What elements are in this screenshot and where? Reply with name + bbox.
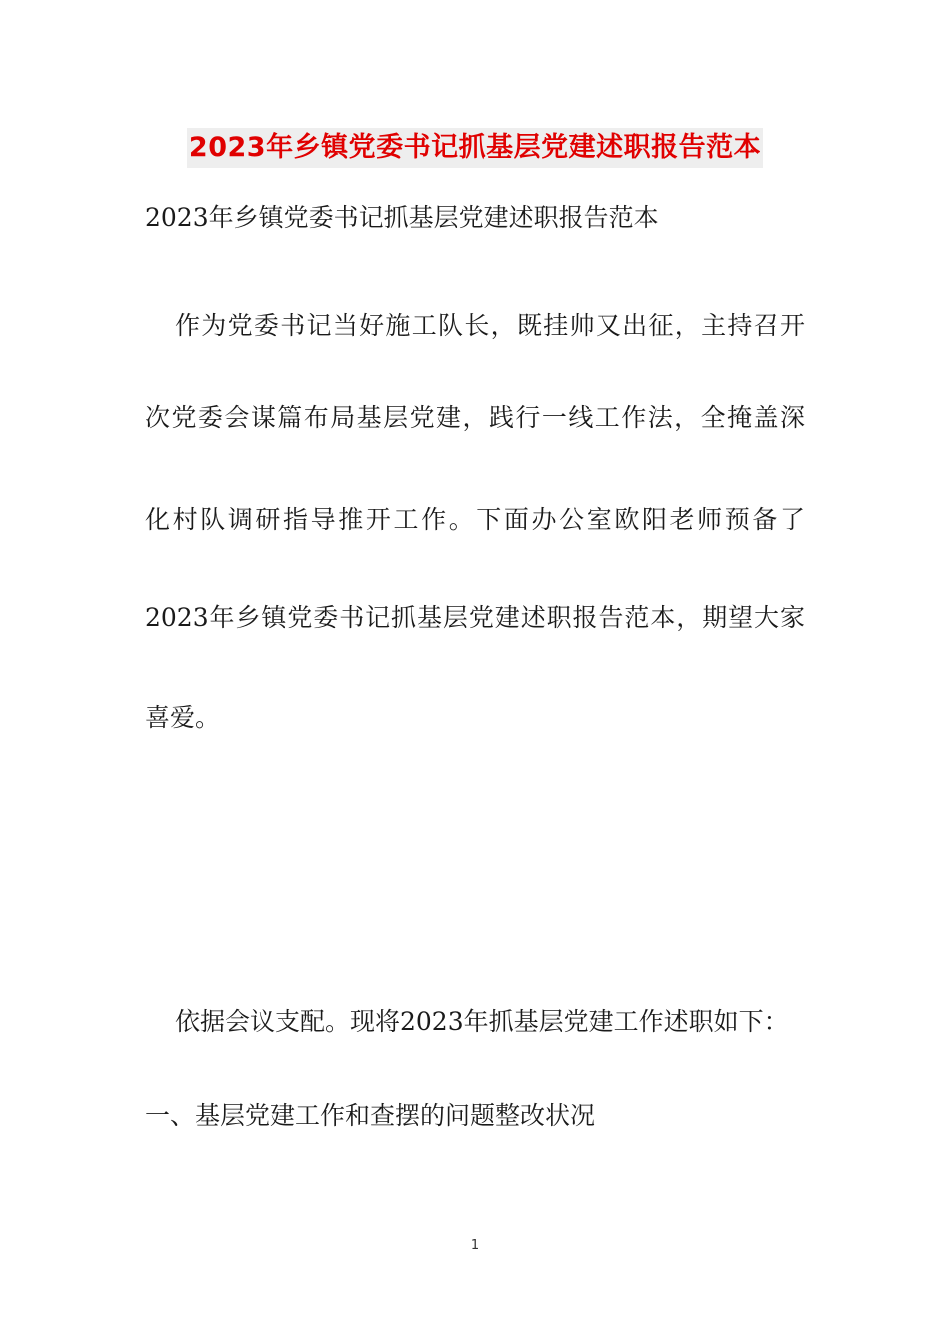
document-title: 2023年乡镇党委书记抓基层党建述职报告范本	[187, 128, 763, 168]
intro-line-3: 化村队调研指导推开工作。下面办公室欧阳老师预备了	[145, 505, 805, 534]
section-heading: 一、基层党建工作和查摆的问题整改状况	[145, 1101, 596, 1130]
intro-line-5: 喜爱。	[145, 703, 221, 732]
page-number: 1	[470, 1238, 480, 1253]
body-paragraph: 依据会议支配。现将2023年抓基层党建工作述职如下：	[175, 1007, 789, 1036]
document-subtitle: 2023年乡镇党委书记抓基层党建述职报告范本	[145, 203, 659, 232]
intro-line-4: 2023年乡镇党委书记抓基层党建述职报告范本，期望大家	[145, 603, 805, 632]
intro-line-1: 作为党委书记当好施工队长，既挂帅又出征，主持召开	[175, 311, 805, 340]
document-title-wrapper	[0, 128, 950, 168]
intro-line-2: 次党委会谋篇布局基层党建，践行一线工作法，全掩盖深	[145, 403, 805, 432]
